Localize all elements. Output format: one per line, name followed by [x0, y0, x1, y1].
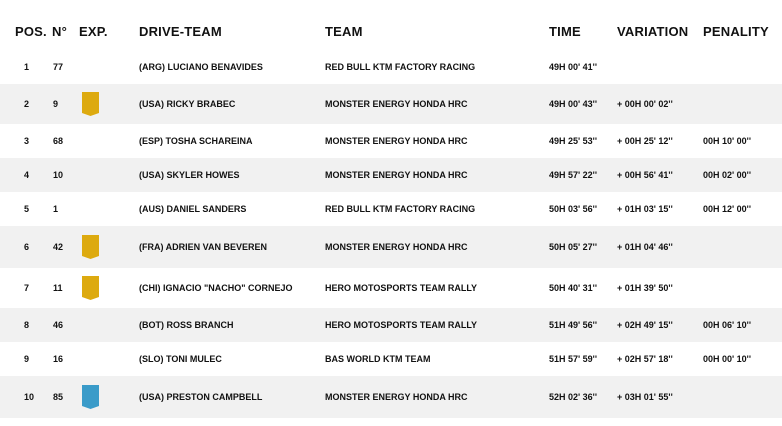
row-time: 51H 49' 56'' [549, 320, 597, 330]
row-driver: (USA) PRESTON CAMPBELL [139, 392, 263, 402]
header-team[interactable]: TEAM [325, 24, 363, 39]
row-team: MONSTER ENERGY HONDA HRC [325, 242, 468, 252]
row-driver: (SLO) TONI MULEC [139, 354, 222, 364]
table-row[interactable] [0, 376, 782, 418]
row-variation: + 01H 03' 15'' [617, 204, 673, 214]
results-table [0, 50, 782, 418]
row-driver: (CHI) IGNACIO "NACHO" CORNEJO [139, 283, 293, 293]
row-number: 77 [53, 62, 64, 72]
row-team: MONSTER ENERGY HONDA HRC [325, 99, 468, 109]
row-driver: (FRA) ADRIEN VAN BEVEREN [139, 242, 268, 252]
row-time: 50H 40' 31'' [549, 283, 597, 293]
row-time: 49H 00' 43'' [549, 99, 597, 109]
experience-badge-icon [82, 235, 99, 259]
row-position: 5 [24, 204, 30, 214]
row-time: 50H 03' 56'' [549, 204, 597, 214]
row-position: 8 [24, 320, 30, 330]
table-row[interactable] [0, 308, 782, 342]
row-driver: (BOT) ROSS BRANCH [139, 320, 234, 330]
experience-badge-icon [82, 276, 99, 300]
header-variation[interactable]: VARIATION [617, 24, 689, 39]
header-drive-team[interactable]: DRIVE-TEAM [139, 24, 222, 39]
row-penalty: 00H 10' 00'' [703, 136, 751, 146]
row-team: HERO MOTOSPORTS TEAM RALLY [325, 320, 478, 330]
row-time: 49H 25' 53'' [549, 136, 597, 146]
row-variation: + 00H 56' 41'' [617, 170, 673, 180]
row-number: 16 [53, 354, 64, 364]
row-team: MONSTER ENERGY HONDA HRC [325, 170, 468, 180]
row-time: 49H 00' 41'' [549, 62, 597, 72]
row-team: RED BULL KTM FACTORY RACING [325, 62, 476, 72]
row-time: 50H 05' 27'' [549, 242, 597, 252]
row-time: 49H 57' 22'' [549, 170, 597, 180]
row-team: HERO MOTOSPORTS TEAM RALLY [325, 283, 478, 293]
row-penalty: 00H 02' 00'' [703, 170, 751, 180]
table-row[interactable] [0, 84, 782, 124]
row-number: 11 [53, 283, 63, 293]
row-driver: (USA) RICKY BRABEC [139, 99, 236, 109]
row-number: 10 [53, 170, 64, 180]
row-number: 42 [53, 242, 64, 252]
row-team: RED BULL KTM FACTORY RACING [325, 204, 476, 214]
table-row[interactable] [0, 268, 782, 308]
row-variation: + 01H 04' 46'' [617, 242, 673, 252]
table-row[interactable] [0, 342, 782, 376]
row-position: 6 [24, 242, 30, 252]
row-team: BAS WORLD KTM TEAM [325, 354, 431, 364]
header-penalty[interactable]: PENALITY [703, 24, 769, 39]
table-row[interactable] [0, 158, 782, 192]
row-variation: + 00H 25' 12'' [617, 136, 673, 146]
row-number: 46 [53, 320, 64, 330]
row-team: MONSTER ENERGY HONDA HRC [325, 136, 468, 146]
row-penalty: 00H 00' 10'' [703, 354, 751, 364]
row-variation: + 00H 00' 02'' [617, 99, 673, 109]
row-number: 85 [53, 392, 64, 402]
row-team: MONSTER ENERGY HONDA HRC [325, 392, 468, 402]
row-time: 52H 02' 36'' [549, 392, 597, 402]
header-time[interactable]: TIME [549, 24, 581, 39]
table-row[interactable] [0, 50, 782, 84]
row-variation: + 02H 49' 15'' [617, 320, 673, 330]
row-number: 1 [53, 204, 59, 214]
row-driver: (AUS) DANIEL SANDERS [139, 204, 247, 214]
row-position: 9 [24, 354, 30, 364]
row-number: 9 [53, 99, 59, 109]
experience-badge-icon [82, 385, 99, 409]
row-variation: + 02H 57' 18'' [617, 354, 673, 364]
row-time: 51H 57' 59'' [549, 354, 597, 364]
header-number[interactable]: N° [52, 24, 67, 39]
row-penalty: 00H 06' 10'' [703, 320, 751, 330]
row-position: 4 [24, 170, 30, 180]
row-variation: + 01H 39' 50'' [617, 283, 673, 293]
row-position: 3 [24, 136, 30, 146]
table-row[interactable] [0, 192, 782, 226]
row-position: 7 [24, 283, 30, 293]
row-penalty: 00H 12' 00'' [703, 204, 751, 214]
row-driver: (USA) SKYLER HOWES [139, 170, 240, 180]
experience-badge-icon [82, 92, 99, 116]
row-driver: (ESP) TOSHA SCHAREINA [139, 136, 253, 146]
table-row[interactable] [0, 124, 782, 158]
row-number: 68 [53, 136, 64, 146]
header-experience[interactable]: EXP. [79, 24, 108, 39]
row-variation: + 03H 01' 55'' [617, 392, 673, 402]
header-position[interactable]: POS. [15, 24, 47, 39]
row-position: 1 [24, 62, 30, 72]
table-row[interactable] [0, 226, 782, 268]
row-driver: (ARG) LUCIANO BENAVIDES [139, 62, 263, 72]
table-header [0, 0, 782, 56]
row-position: 2 [24, 99, 30, 109]
row-position: 10 [24, 392, 35, 402]
